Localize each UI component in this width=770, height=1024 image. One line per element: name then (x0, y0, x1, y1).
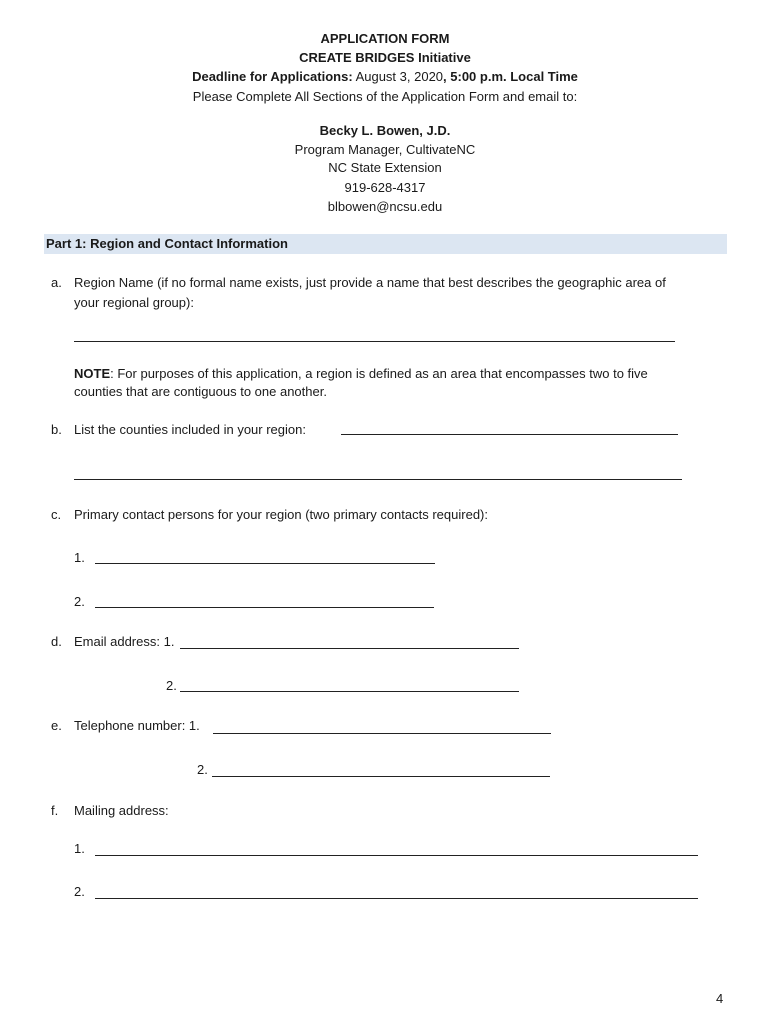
note-text: : For purposes of this application, a region is defined as an area that encompasses two to five (110, 366, 648, 381)
address-2-number: 2. (74, 884, 85, 899)
section-header-bar (44, 234, 727, 254)
contact-name: Becky L. Bowen, J.D. (319, 123, 451, 138)
item-e-text: Telephone number: 1. (74, 718, 200, 733)
item-c-letter: c. (51, 507, 62, 522)
item-b-text: List the counties included in your region: (74, 422, 306, 437)
email-1-field[interactable] (180, 648, 519, 649)
contact-email: blbowen@ncsu.edu (327, 199, 443, 214)
deadline-time: , 5:00 p.m. Local Time (443, 69, 578, 84)
deadline-line (0, 69, 770, 84)
item-c-text: Primary contact persons for your region (two primary contacts required): (74, 507, 488, 522)
note-line2: counties that are contiguous to one another. (74, 384, 327, 399)
note-line1 (74, 366, 648, 381)
page-number: 4 (716, 991, 724, 1006)
address-1-field[interactable] (95, 855, 698, 856)
phone-1-field[interactable] (213, 733, 551, 734)
note-label: NOTE (74, 366, 111, 381)
item-f-letter: f. (51, 803, 59, 818)
section-title: Part 1: Region and Contact Information (46, 236, 288, 251)
address-1-number: 1. (74, 841, 85, 856)
contact-2-field[interactable] (95, 607, 434, 608)
contact-1-field[interactable] (95, 563, 435, 564)
form-title: APPLICATION FORM (320, 31, 450, 46)
item-f-text: Mailing address: (74, 803, 169, 818)
contact-1-number: 1. (74, 550, 85, 565)
item-a-letter: a. (51, 275, 62, 290)
phone-2-number: 2. (197, 762, 208, 777)
item-a-text-line1: Region Name (if no formal name exists, just provide a name that best describes the geographic area of (74, 275, 666, 290)
item-d-letter: d. (51, 634, 62, 649)
contact-title: Program Manager, CultivateNC (294, 142, 476, 157)
contact-phone: 919-628-4317 (344, 180, 426, 195)
contact-org: NC State Extension (328, 160, 442, 175)
instruction-text: Please Complete All Sections of the Application Form and email to: (192, 89, 578, 104)
item-a-text-line2: your regional group): (74, 295, 194, 310)
item-e-letter: e. (51, 718, 62, 733)
deadline-label: Deadline for Applications: (192, 69, 353, 84)
counties-field-line2[interactable] (74, 479, 682, 480)
contact-2-number: 2. (74, 594, 85, 609)
email-2-field[interactable] (180, 691, 519, 692)
item-b-letter: b. (51, 422, 62, 437)
initiative-name: CREATE BRIDGES Initiative (299, 50, 471, 65)
deadline-date: August 3, 2020 (352, 69, 444, 84)
region-name-field[interactable] (74, 341, 675, 342)
item-d-text: Email address: 1. (74, 634, 175, 649)
phone-2-field[interactable] (212, 776, 550, 777)
email-2-number: 2. (166, 678, 177, 693)
counties-field-line1[interactable] (341, 434, 678, 435)
address-2-field[interactable] (95, 898, 698, 899)
